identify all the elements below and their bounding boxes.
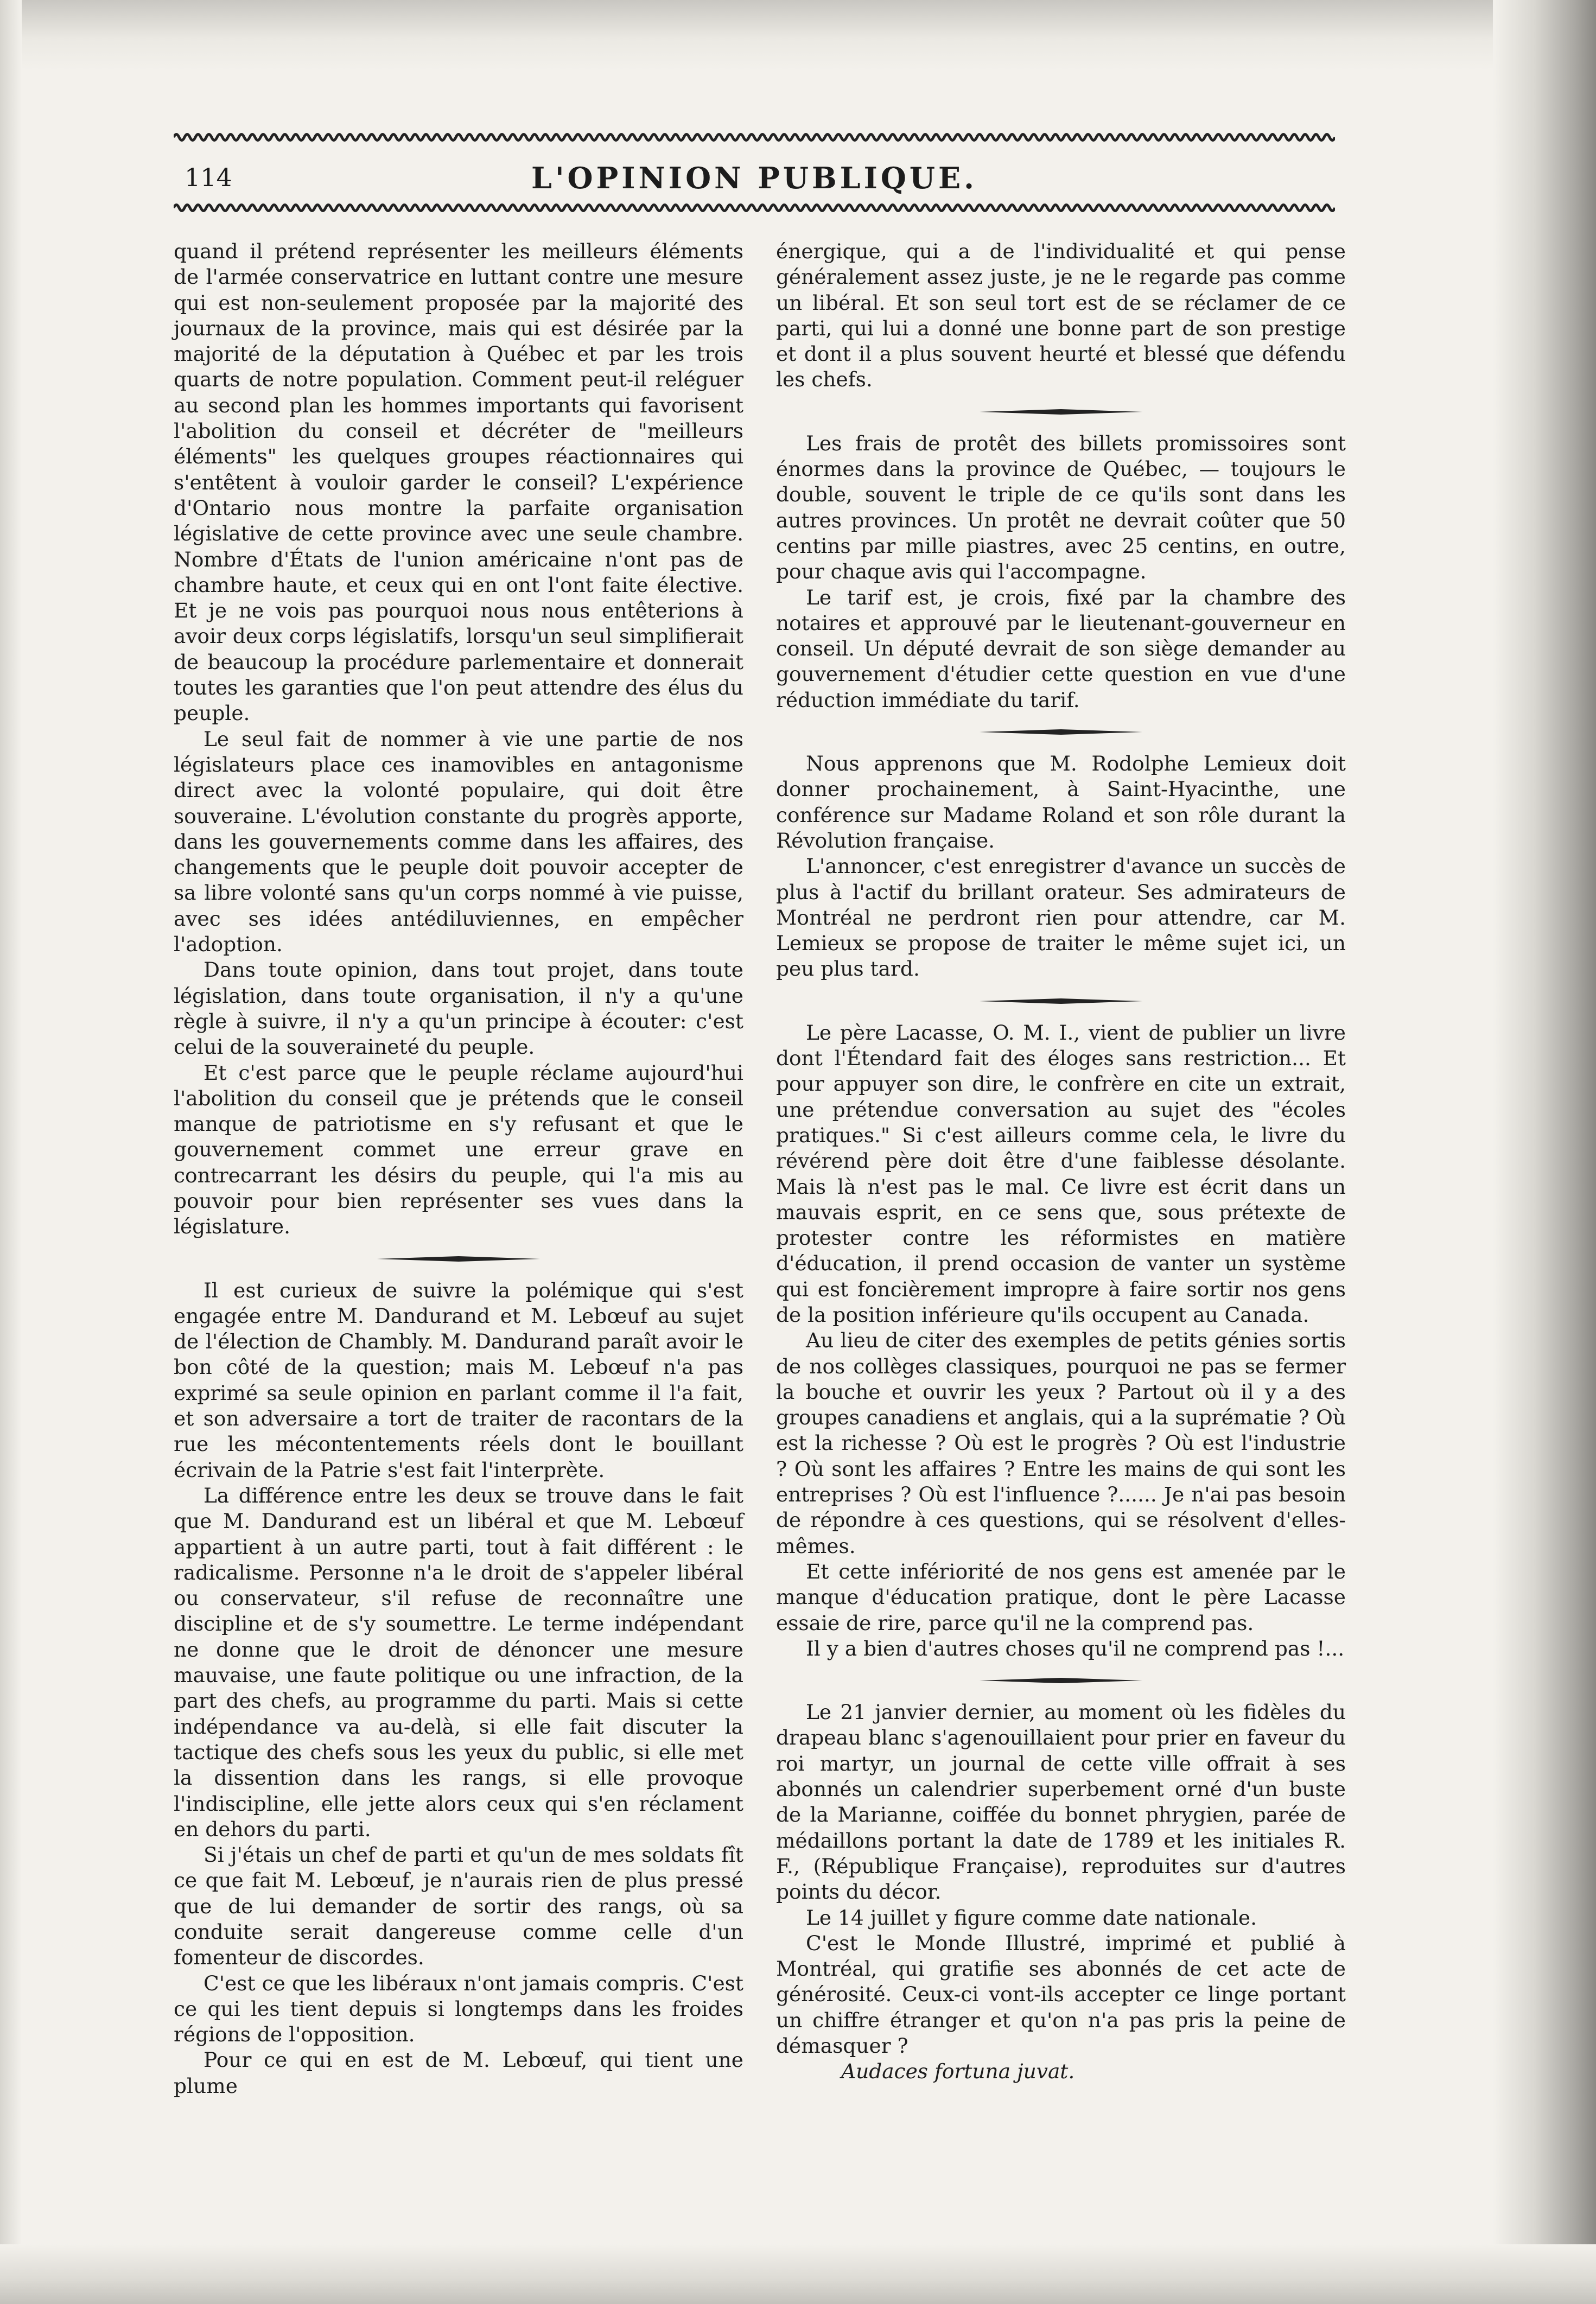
journal-title: L'OPINION PUBLIQUE. (531, 161, 977, 195)
article-paragraph: C'est le Monde Illustré, imprimé et publié à Montréal, qui gratifie ses abonnés de cet acte de générosité. Ceux-ci vont-ils accepter ce linge portant un chiffre étranger et qu'on n'a pas pris la peine de démasquer ? (776, 1931, 1346, 2058)
section-separator (776, 393, 1346, 431)
wavy-rule-top (174, 130, 1335, 144)
scan-shadow-top (0, 0, 1596, 71)
page-number: 114 (185, 163, 232, 192)
article-paragraph: Le seul fait de nommer à vie une partie de nos législateurs place ces inamovibles en antagonisme direct avec la volonté populaire, qui doit être souveraine. L'évolution constante du progrès apporte, dans les gouvernements comme dans les affaires, des changements que le peuple doit pouvoir accepter de sa libre volonté sans qu'un corps nommé à vie puisse, avec ses idées antédiluviennes, en empêcher l'adoption. (174, 727, 743, 957)
article-paragraph: Il y a bien d'autres choses qu'il ne comprend pas !... (806, 1636, 1345, 1660)
section-separator (776, 713, 1346, 751)
article-paragraph: Le 14 juillet y figure comme date nationale. (806, 1905, 1257, 1930)
scan-shadow-right (1493, 0, 1596, 2304)
closing-motto: Audaces fortuna juvat. (841, 2059, 1075, 2084)
article-paragraph: Si j'étais un chef de parti et qu'un de mes soldats fît ce que fait M. Lebœuf, je n'aurais rien de plus pressé que de lui demander de sortir des rangs, où sa conduite serait dangereuse comme celle d'un fomenteur de discordes. (174, 1843, 743, 1970)
article-paragraph: La différence entre les deux se trouve dans le fait que M. Dandurand est un libéral et que M. Lebœuf appartient à un autre parti, tout à fait différent : le radicalisme. Personne n'a le droit de s'appeler libéral ou conservateur, s'il refuse de reconnaître une discipline et de s'y soumettre. Le terme indépendant ne donne que le droit de dénoncer une mesure mauvaise, une faute politique ou une infraction, de la part des chefs, au programme du parti. Mais si cette indépendance va au-delà, si elle fait discuter la tactique des chefs sous les yeux du public, si elle met la dissention dans les rangs, si elle provoque l'indiscipline, elle jette alors ceux qui s'en réclament en dehors du parti. (174, 1483, 743, 1841)
article-paragraph: Et cette infériorité de nos gens est amenée par le manque d'éducation pratique, dont le père Lacasse essaie de rire, parce qu'il ne la comprend pas. (776, 1559, 1346, 1635)
article-paragraph: Nous apprenons que M. Rodolphe Lemieux doit donner prochainement, à Saint-Hyacinthe, une conférence sur Madame Roland et son rôle durant la Révolution française. (776, 752, 1346, 852)
left-column (174, 239, 743, 2099)
article-paragraph: Pour ce qui en est de M. Lebœuf, qui tient une plume (174, 2048, 743, 2098)
section-separator (776, 1662, 1346, 1700)
article-paragraph: L'annoncer, c'est enregistrer d'avance un succès de plus à l'actif du brillant orateur. Ses admirateurs de Montréal ne perdront rien pour attendre, car M. Lemieux se propose de traiter le même sujet ici, un peu plus tard. (776, 854, 1346, 981)
page-header (174, 130, 1335, 225)
article-paragraph: énergique, qui a de l'individualité et qui pense généralement assez juste, je ne le regarde pas comme un libéral. Et son seul tort est de se réclamer de ce parti, qui lui a donné une bonne part de son prestige et dont il a plus souvent heurté et blessé que défendu les chefs. (776, 239, 1346, 392)
article-paragraph: C'est ce que les libéraux n'ont jamais compris. C'est ce qui les tient depuis si longtemps dans les froides régions de l'opposition. (174, 1971, 743, 2047)
article-paragraph: quand il prétend représenter les meilleurs éléments de l'armée conservatrice en luttant contre une mesure qui est non-seulement proposée par la majorité des journaux de la province, mais qui est désirée par la majorité de la députation à Québec et par les trois quarts de notre population. Comment peut-il reléguer au second plan les hommes importants qui favorisent l'abolition du conseil et décréter de "meilleurs éléments" les quelques groupes réactionnaires qui s'entêtent à vouloir garder le conseil? L'expérience d'Ontario nous montre la parfaite organisation législative de cette province avec une seule chambre. Nombre d'États de l'union américaine n'ont pas de chambre haute, et ceux qui en ont l'ont faite élective. Et je ne vois pas pourquoi nous nous entêterions à avoir deux corps législatifs, lorsqu'un seul simplifierait de beaucoup la procédure parlementaire et donnerait toutes les garanties que l'on peut attendre des élus du peuple. (174, 239, 743, 725)
section-separator (174, 1240, 743, 1278)
right-column (776, 239, 1346, 2085)
article-paragraph: Les frais de protêt des billets promissoires sont énormes dans la province de Québec, — toujours le double, souvent le triple de ce qu'ils sont dans les autres provinces. Un protêt ne devrait coûter que 50 centins par mille piastres, avec 25 centins, en outre, pour chaque avis qui l'accompagne. (776, 431, 1346, 584)
article-paragraph: Le 21 janvier dernier, au moment où les fidèles du drapeau blanc s'agenouillaient pour prier en faveur du roi martyr, un journal de cette ville offrait à ses abonnés un calendrier superbement orné d'un buste de la Marianne, coiffée du bonnet phrygien, parée de médaillons portant la date de 1789 et les initiales R. F., (République Française), reproduites sur d'autres points du décor. (776, 1700, 1346, 1904)
article-paragraph: Le tarif est, je crois, fixé par la chambre des notaires et approuvé par le lieutenant-gouverneur en conseil. Un député devrait de son siège demander au gouvernement d'étudier cette question en vue d'une réduction immédiate du tarif. (776, 585, 1346, 712)
article-paragraph: Et c'est parce que le peuple réclame aujourd'hui l'abolition du conseil que je prétends que le conseil manque de patriotisme en s'y refusant et que le gouvernement commet une erreur grave en contrecarrant les désirs du peuple, qui l'a mis au pouvoir pour bien représenter ses vues dans la législature. (174, 1060, 743, 1239)
article-paragraph: Dans toute opinion, dans tout projet, dans toute législation, dans toute organisation, il n'y a qu'une règle à suivre, il n'y a qu'un principe à écouter: c'est celui de la souveraineté du peuple. (174, 958, 743, 1059)
article-paragraph: Au lieu de citer des exemples de petits génies sortis de nos collèges classiques, pourquoi ne pas se fermer la bouche et ouvrir les yeux ? Partout où il y a des groupes canadiens et anglais, qui a la suprématie ? Où est la richesse ? Où est le progrès ? Où est l'industrie ? Où sont les affaires ? Entre les mains de qui sont les entreprises ? Où est l'influence ?...... Je n'ai pas besoin de répondre à ces questions, qui se résolvent d'elles-mêmes. (776, 1328, 1346, 1558)
article-paragraph: Il est curieux de suivre la polémique qui s'est engagée entre M. Dandurand et M. Lebœuf au sujet de l'élection de Chambly. M. Dandurand paraît avoir le bon côté de la question; mais M. Lebœuf n'a pas exprimé sa seule opinion en parlant comme il l'a fait, et son adversaire a tort de traiter de racontars de la rue les mécontentements réels dont le bouillant écrivain de la Patrie s'est fait l'interprète. (174, 1278, 743, 1482)
wavy-rule-bottom (174, 201, 1335, 215)
scan-shadow-left (0, 0, 22, 2304)
article-paragraph: Le père Lacasse, O. M. I., vient de publier un livre dont l'Étendard fait des éloges sans restriction... Et pour appuyer son dire, le confrère en cite un extrait, une prétendue conversation au sujet des "écoles pratiques." Si c'est ailleurs comme cela, le livre du révérend père doit être d'une faiblesse désolante. Mais là n'est pas le mal. Ce livre est écrit dans un mauvais esprit, en ce sens que, sous prétexte de protester contre les réformistes en matière d'éducation, il prend occasion de vanter un système qui est foncièrement impropre à faire sortir nos gens de la position inférieure qu'ils occupent au Canada. (776, 1020, 1346, 1327)
scan-shadow-bottom (0, 2244, 1596, 2304)
section-separator (776, 982, 1346, 1020)
